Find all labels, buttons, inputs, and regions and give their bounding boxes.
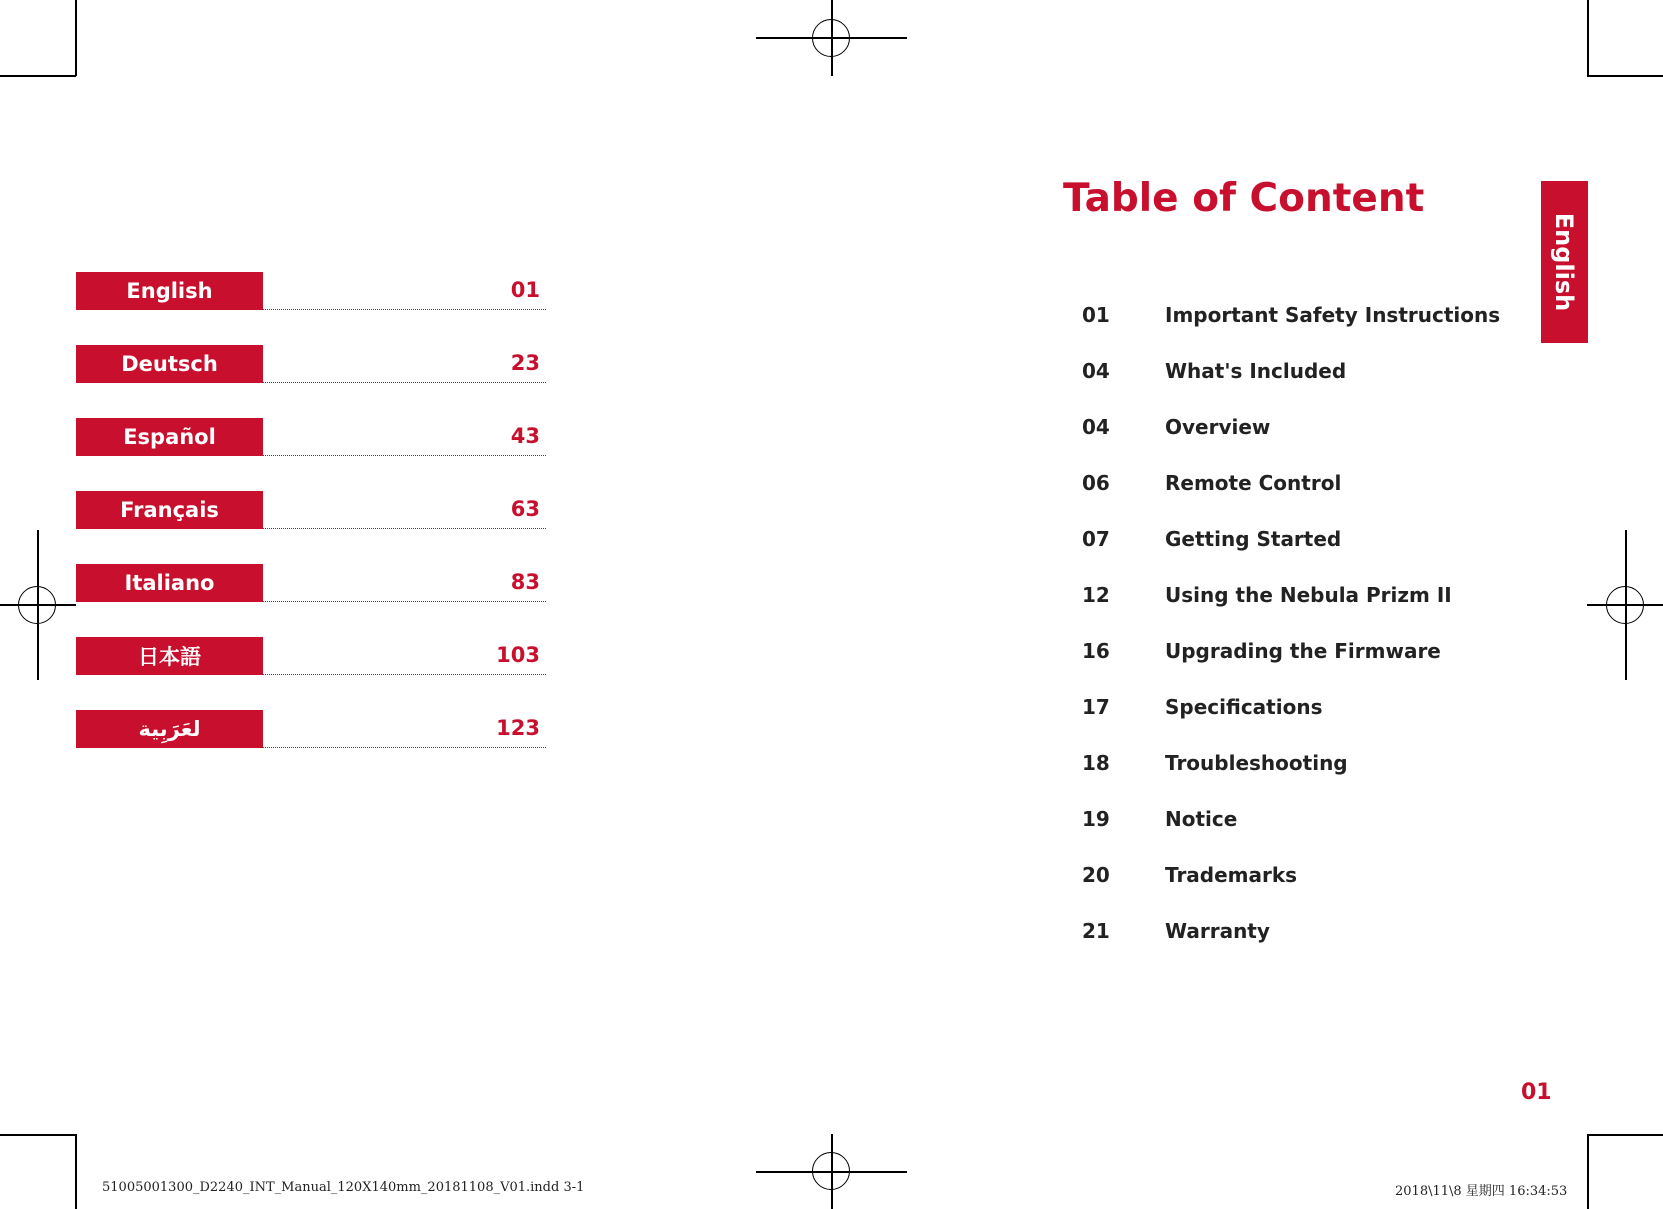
language-label: Français xyxy=(76,491,263,529)
dotted-leader xyxy=(263,528,546,529)
language-page-number: 83 xyxy=(510,570,540,594)
language-row-japanese[interactable] xyxy=(76,637,546,675)
toc-item[interactable] xyxy=(1082,639,1512,669)
toc-entry-title: Warranty xyxy=(1165,919,1270,943)
dotted-leader xyxy=(263,455,546,456)
language-label: لعَرَبِية xyxy=(76,710,263,748)
toc-page-number: 21 xyxy=(1082,919,1110,943)
toc-page-number: 04 xyxy=(1082,359,1110,383)
toc-entry-title: Remote Control xyxy=(1165,471,1342,495)
toc-entry-title: Notice xyxy=(1165,807,1238,831)
footer-date-slug: 2018\11\8 星期四 16:34:53 xyxy=(1395,1184,1568,1199)
toc-entry-title: Specifications xyxy=(1165,695,1323,719)
footer-file-slug: 51005001300_D2240_INT_Manual_120X140mm_20181108_V01.indd 3-1 xyxy=(102,1180,585,1195)
language-side-tab xyxy=(1541,181,1588,343)
toc-entry-title: Important Safety Instructions xyxy=(1165,303,1501,327)
language-label: Español xyxy=(76,418,263,456)
language-row-deutsch[interactable] xyxy=(76,345,546,383)
toc-page-number: 04 xyxy=(1082,415,1110,439)
side-tab-label: English xyxy=(1550,212,1579,312)
toc-entry-title: Trademarks xyxy=(1165,863,1298,887)
dotted-leader xyxy=(263,674,546,675)
language-page-number: 01 xyxy=(510,278,540,302)
language-row-arabic[interactable] xyxy=(76,710,546,748)
dotted-leader xyxy=(263,601,546,602)
toc-page-number: 06 xyxy=(1082,471,1110,495)
toc-entry-title: Overview xyxy=(1165,415,1271,439)
language-label: 日本語 xyxy=(76,637,263,675)
language-row-english[interactable] xyxy=(76,272,546,310)
toc-entry-title: Upgrading the Firmware xyxy=(1165,639,1441,663)
toc-item[interactable] xyxy=(1082,751,1512,781)
toc-item[interactable] xyxy=(1082,303,1512,333)
toc-item[interactable] xyxy=(1082,359,1512,389)
toc-page-number: 01 xyxy=(1082,303,1110,327)
language-page-number: 23 xyxy=(510,351,540,375)
toc-page-number: 20 xyxy=(1082,863,1110,887)
toc-page-number: 17 xyxy=(1082,695,1110,719)
language-row-francais[interactable] xyxy=(76,491,546,529)
toc-item[interactable] xyxy=(1082,863,1512,893)
toc-page-number: 18 xyxy=(1082,751,1110,775)
toc-page-number: 16 xyxy=(1082,639,1110,663)
toc-entry-title: What's Included xyxy=(1165,359,1347,383)
language-page-number: 43 xyxy=(510,424,540,448)
language-page-number: 63 xyxy=(510,497,540,521)
toc-page-number: 07 xyxy=(1082,527,1110,551)
toc-title: Table of Content xyxy=(1063,176,1425,221)
dotted-leader xyxy=(263,309,546,310)
toc-page-number: 19 xyxy=(1082,807,1110,831)
toc-item[interactable] xyxy=(1082,471,1512,501)
toc-item[interactable] xyxy=(1082,807,1512,837)
toc-page-number: 12 xyxy=(1082,583,1110,607)
toc-item[interactable] xyxy=(1082,583,1512,613)
language-label: Italiano xyxy=(76,564,263,602)
toc-item[interactable] xyxy=(1082,919,1512,949)
toc-entry-title: Troubleshooting xyxy=(1165,751,1348,775)
toc-item[interactable] xyxy=(1082,527,1512,557)
dotted-leader xyxy=(263,382,546,383)
language-label: English xyxy=(76,272,263,310)
language-page-number: 123 xyxy=(496,716,540,740)
language-row-espanol[interactable] xyxy=(76,418,546,456)
dotted-leader xyxy=(263,747,546,748)
toc-item[interactable] xyxy=(1082,695,1512,725)
language-page-number: 103 xyxy=(496,643,540,667)
toc-item[interactable] xyxy=(1082,415,1512,445)
language-label: Deutsch xyxy=(76,345,263,383)
language-row-italiano[interactable] xyxy=(76,564,546,602)
toc-entry-title: Using the Nebula Prizm II xyxy=(1165,583,1452,607)
toc-entry-title: Getting Started xyxy=(1165,527,1342,551)
page-number: 01 xyxy=(1521,1080,1552,1105)
